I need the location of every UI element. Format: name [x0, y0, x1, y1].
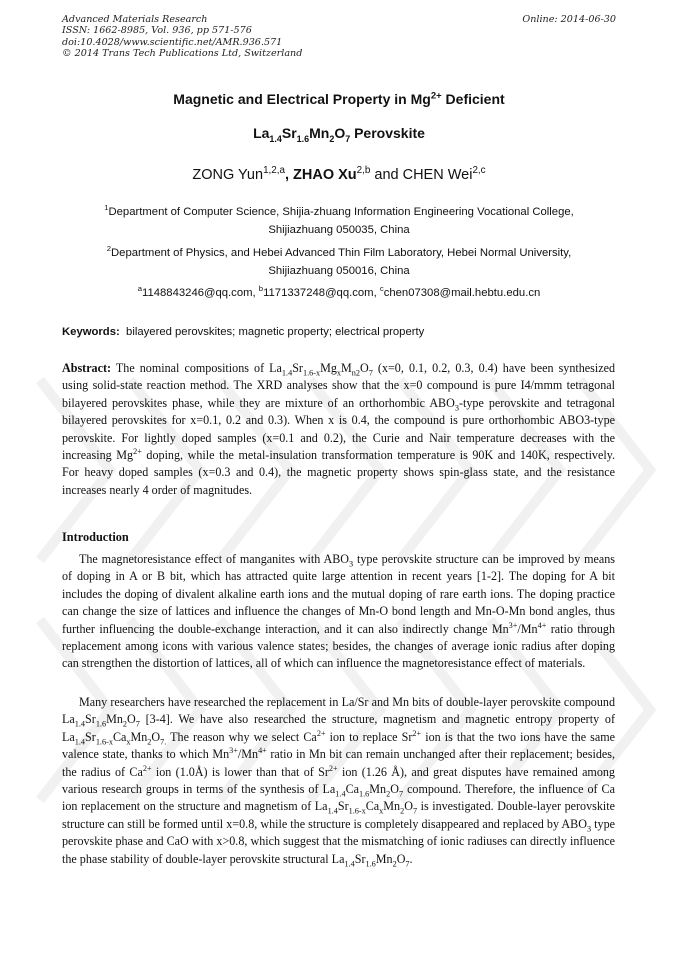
section-heading-introduction: Introduction — [62, 530, 129, 544]
affiliation-1: $^1$Department of Computer Science, Shijia-zhuang Information Engineering Vocational College, Shijiazhuang 050035, China — [104, 203, 574, 236]
issn-line: ISSN: 1662-8985, Vol. 936, pp 571-576 — [62, 25, 252, 37]
intro-paragraph-2: Many researchers have researched the replacement in La/Sr and Mn bits of double-layer perovskite compound $La_{1.4}Sr_{1.6}Mn_2O_7$ [3-4]. We have also researched the structure, magnetism and magnetic entropy property of $La_{1.4}Sr_{1.6-x}Ca_xMn_2O_{7.}$ The reason why we select $Ca^{2+}$ ion to replace $Sr^{2+}$ ion is that the two ions have the same valence state, thanks to which $Mn^{3+}/Mn^{4+}$ ratio in Mn bit can remain unchanged after their replacement; besides, the radius of $Ca^{2+}$ ion (1.0Å) is lower than that of $Sr^{2+}$ ion (1.26 Å), and great disputes have remained among various research groups in terms of the synthesis of $La_{1.4}Ca_{1.6}Mn_2O_7$ compound. Therefore, the influence of Ca ion replacement on the structure and magnetism of $La_{1.4}Sr_{1.6-x}Ca_xMn_2O_7$ is investigated. Double-layer perovskite structure can still be formed until x=0.8, while the structure is completely disappeared and replaced by $ABO_3$ type perovskite phase and CaO with x>0.8, which suggest that the mismatching of ionic radiuses can directly influence the phase stability of double-layer perovskite structural $La_{1.4}Sr_{1.6}Mn_2O_7$. — [62, 695, 615, 869]
journal-name: Advanced Materials Research — [62, 14, 208, 25]
intro-paragraph-1: The magnetoresistance effect of manganites with $ABO_3$ type perovskite structure can be improved by means of doping in A or B bit, which has attracted quite large attention in recent years [1-2]. The doping for A bit includes the doping of divalent alkaline earth ions and the mutual doping of rare earth ions. The doping practice can change the size of lattices and influence the changes of Mn-O bond length and Mn-O-Mn bond angles, thus further influencing the double-exchange interaction, and it can also indirectly change $Mn^{3+}/Mn^{4+}$ ratio through replacement among icons with various valence states; besides, the changes of average ionic radius after doping can strengthen the distortion of lattices, all of which can influence the magnetoresistance effect of materials. — [62, 552, 615, 671]
keywords: Keywords: bilayered perovskites; magnetic property; electrical property — [62, 326, 425, 338]
email-link[interactable]: 1171337248@qq.com, — [263, 287, 380, 299]
copyright-line: © 2014 Trans Tech Publications Ltd, Switzerland — [62, 47, 303, 59]
abstract: Abstract: The nominal compositions of $La_{1.4}Sr_{1.6-x}Mg_xM_{n2}O_7$ (x=0, 0.1, 0.2, 0.3, 0.4) have been synthesized using solid-state reaction method. The XRD analyses show that the x=0 compound is pure I4/mmm tetragonal bilayered perovskites phase, while they are mixture of an orthorhombic $ABO_3$-type perovskite and tetragonal bilayered perovskites for x=0.1, 0.2 and 0.3). When x is 0.4, the compound is pure orthorhombic ABO3-type perovskite. For lightly doped samples (x=0.1 and 0.2), the Curie and Nair temperature decreases with the increasing $Mg^{2+}$ doping, while the metal-insulation transformation temperature is 90K and 140K, respectively. For heavy doped samples (x=0.3 and 0.4), the magnetic property shows spin-glass state, and the resistance increases nearly 4 order of magnitudes. — [62, 361, 615, 497]
author-emails: $^a$1148843246@qq.com, $^b$1171337248@qq.com, $^c$chen07308@mail.hebtu.edu.cn — [137, 284, 541, 299]
publication-header — [62, 14, 616, 59]
email-link[interactable]: chen07308@mail.hebtu.edu.cn — [383, 287, 541, 299]
affiliation-2: $^2$Department of Physics, and Hebei Advanced Thin Film Laboratory, Hebei Normal University, Shijiazhuang 050016, China — [106, 244, 572, 277]
doi-line: doi:10.4028/www.scientific.net/AMR.936.571 — [62, 36, 283, 48]
paper-title-line-2: $La_{1.4}Sr_{1.6}Mn_2O_7$ Perovskite — [253, 125, 425, 144]
email-link[interactable]: 1148843246@qq.com, — [142, 287, 259, 299]
online-date: Online: 2014-06-30 — [522, 14, 616, 25]
author-list: ZONG Yun$^{1,2,a}$, ZHAO Xu$^{2,b}$ and CHEN Wei$^{2,c}$ — [192, 165, 486, 183]
paper-title-line-1: Magnetic and Electrical Property in $Mg^{2+}$ Deficient — [173, 90, 505, 107]
